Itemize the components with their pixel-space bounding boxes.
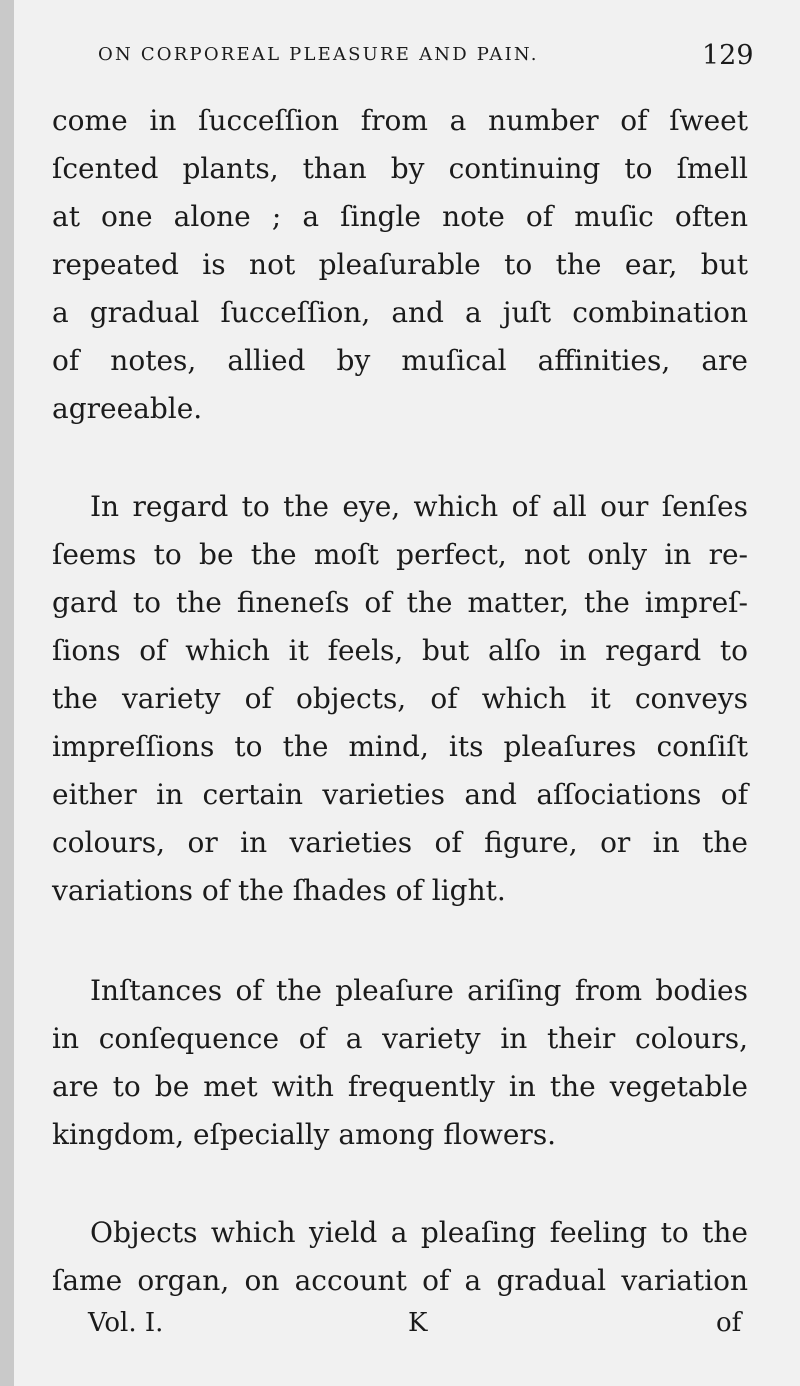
text-line: come in ſucceſſion from a number of ſweet: [52, 104, 748, 137]
text-line: agreeable.: [52, 392, 203, 425]
text-line: gard to the fineneſs of the matter, the impreſ-: [52, 586, 748, 619]
running-title: ON CORPOREAL PLEASURE AND PAIN.: [98, 44, 539, 65]
text-line: colours, or in varieties of figure, or in the: [52, 826, 748, 859]
text-line: the variety of objects, of which it conveys: [52, 682, 748, 715]
text-line: in conſequence of a variety in their colours,: [52, 1022, 748, 1055]
text-line: ſcented plants, than by continuing to ſmell: [52, 152, 748, 185]
text-line: Inſtances of the pleaſure ariſing from bodies: [90, 974, 748, 1007]
text-line: Objects which yield a pleaſing feeling to the: [90, 1216, 748, 1249]
volume-label: Vol. I.: [88, 1308, 164, 1338]
text-line: repeated is not pleaſurable to the ear, but: [52, 248, 748, 281]
text-line: ſame organ, on account of a gradual variation: [52, 1264, 748, 1297]
text-line: at one alone ; a ſingle note of muſic often: [52, 200, 748, 233]
text-line: impreſſions to the mind, its pleaſures conſiſt: [52, 730, 748, 763]
catchword: of: [716, 1308, 742, 1338]
text-line: In regard to the eye, which of all our ſenſes: [90, 490, 748, 523]
text-line: ſions of which it feels, but alſo in regard to: [52, 634, 748, 667]
page-number: 129: [702, 40, 754, 71]
text-line: kingdom, eſpecially among flowers.: [52, 1118, 557, 1151]
text-line: variations of the ſhades of light.: [52, 874, 506, 907]
signature-mark: K: [408, 1308, 428, 1338]
text-line: ſeems to be the moſt perfect, not only in re-: [52, 538, 748, 571]
text-line: are to be met with frequently in the vegetable: [52, 1070, 748, 1103]
text-line: either in certain varieties and aſſociations of: [52, 778, 748, 811]
text-line: of notes, allied by muſical affinities, are: [52, 344, 748, 377]
text-line: a gradual ſucceſſion, and a juſt combination: [52, 296, 748, 329]
page-edge-shadow: [0, 0, 14, 1386]
